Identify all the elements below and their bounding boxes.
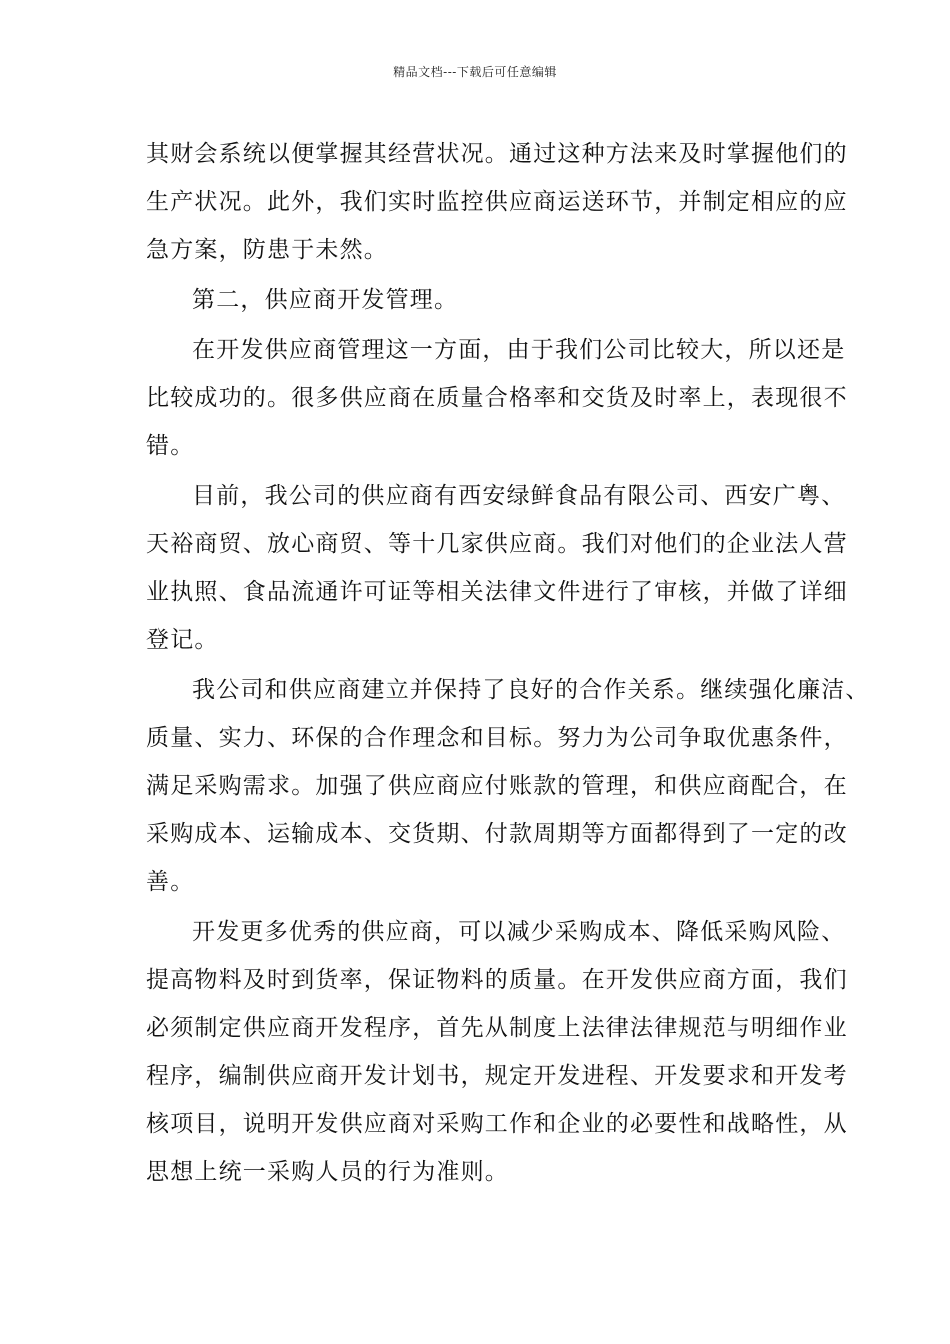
text-line: 质量、实力、环保的合作理念和目标。努力为公司争取优惠条件， [146,725,848,751]
text-line: 思想上统一采购人员的行为准则。 [146,1159,509,1185]
paragraph-2-heading [146,276,826,324]
paragraph-5 [146,666,870,906]
text-line: 目前，我公司的供应商有西安绿鲜食品有限公司、西安广粤、 [192,483,846,509]
text-line: 我公司和供应商建立并保持了良好的合作关系。继续强化廉洁、 [192,677,870,703]
text-line: 天裕商贸、放心商贸、等十几家供应商。我们对他们的企业法人营 [146,531,848,557]
text-line: 程序，编制供应商开发计划书，规定开发进程、开发要求和开发考 [146,1063,848,1089]
text-line: 核项目，说明开发供应商对采购工作和企业的必要性和战略性，从 [146,1111,848,1137]
document-body [146,130,870,1196]
text-line: 错。 [146,433,195,459]
paragraph-3 [146,326,848,470]
text-line: 业执照、食品流通许可证等相关法律文件进行了审核，并做了详细 [146,579,848,605]
paragraph-1 [146,130,848,274]
text-line: 其财会系统以便掌握其经营状况。通过这种方法来及时掌握他们的 [146,141,848,167]
text-line: 提高物料及时到货率，保证物料的质量。在开发供应商方面，我们 [146,967,848,993]
text-line: 善。 [146,869,195,895]
text-line: 生产状况。此外，我们实时监控供应商运送环节，并制定相应的应 [146,189,848,215]
text-line: 满足采购需求。加强了供应商应付账款的管理，和供应商配合，在 [146,773,848,799]
text-line: 急方案，防患于未然。 [146,237,388,263]
page-header: 精品文档---下载后可任意编辑 [393,65,557,79]
paragraph-6 [146,908,848,1196]
text-line: 登记。 [146,627,219,653]
paragraph-4 [146,472,848,664]
text-line: 第二，供应商开发管理。 [192,287,459,313]
text-line: 在开发供应商管理这一方面，由于我们公司比较大，所以还是 [192,337,846,363]
text-line: 采购成本、运输成本、交货期、付款周期等方面都得到了一定的改 [146,821,848,847]
text-line: 开发更多优秀的供应商，可以减少采购成本、降低采购风险、 [192,919,846,945]
text-line: 比较成功的。很多供应商在质量合格率和交货及时率上，表现很不 [146,385,848,411]
text-line: 必须制定供应商开发程序，首先从制度上法律法律规范与明细作业 [146,1015,848,1041]
